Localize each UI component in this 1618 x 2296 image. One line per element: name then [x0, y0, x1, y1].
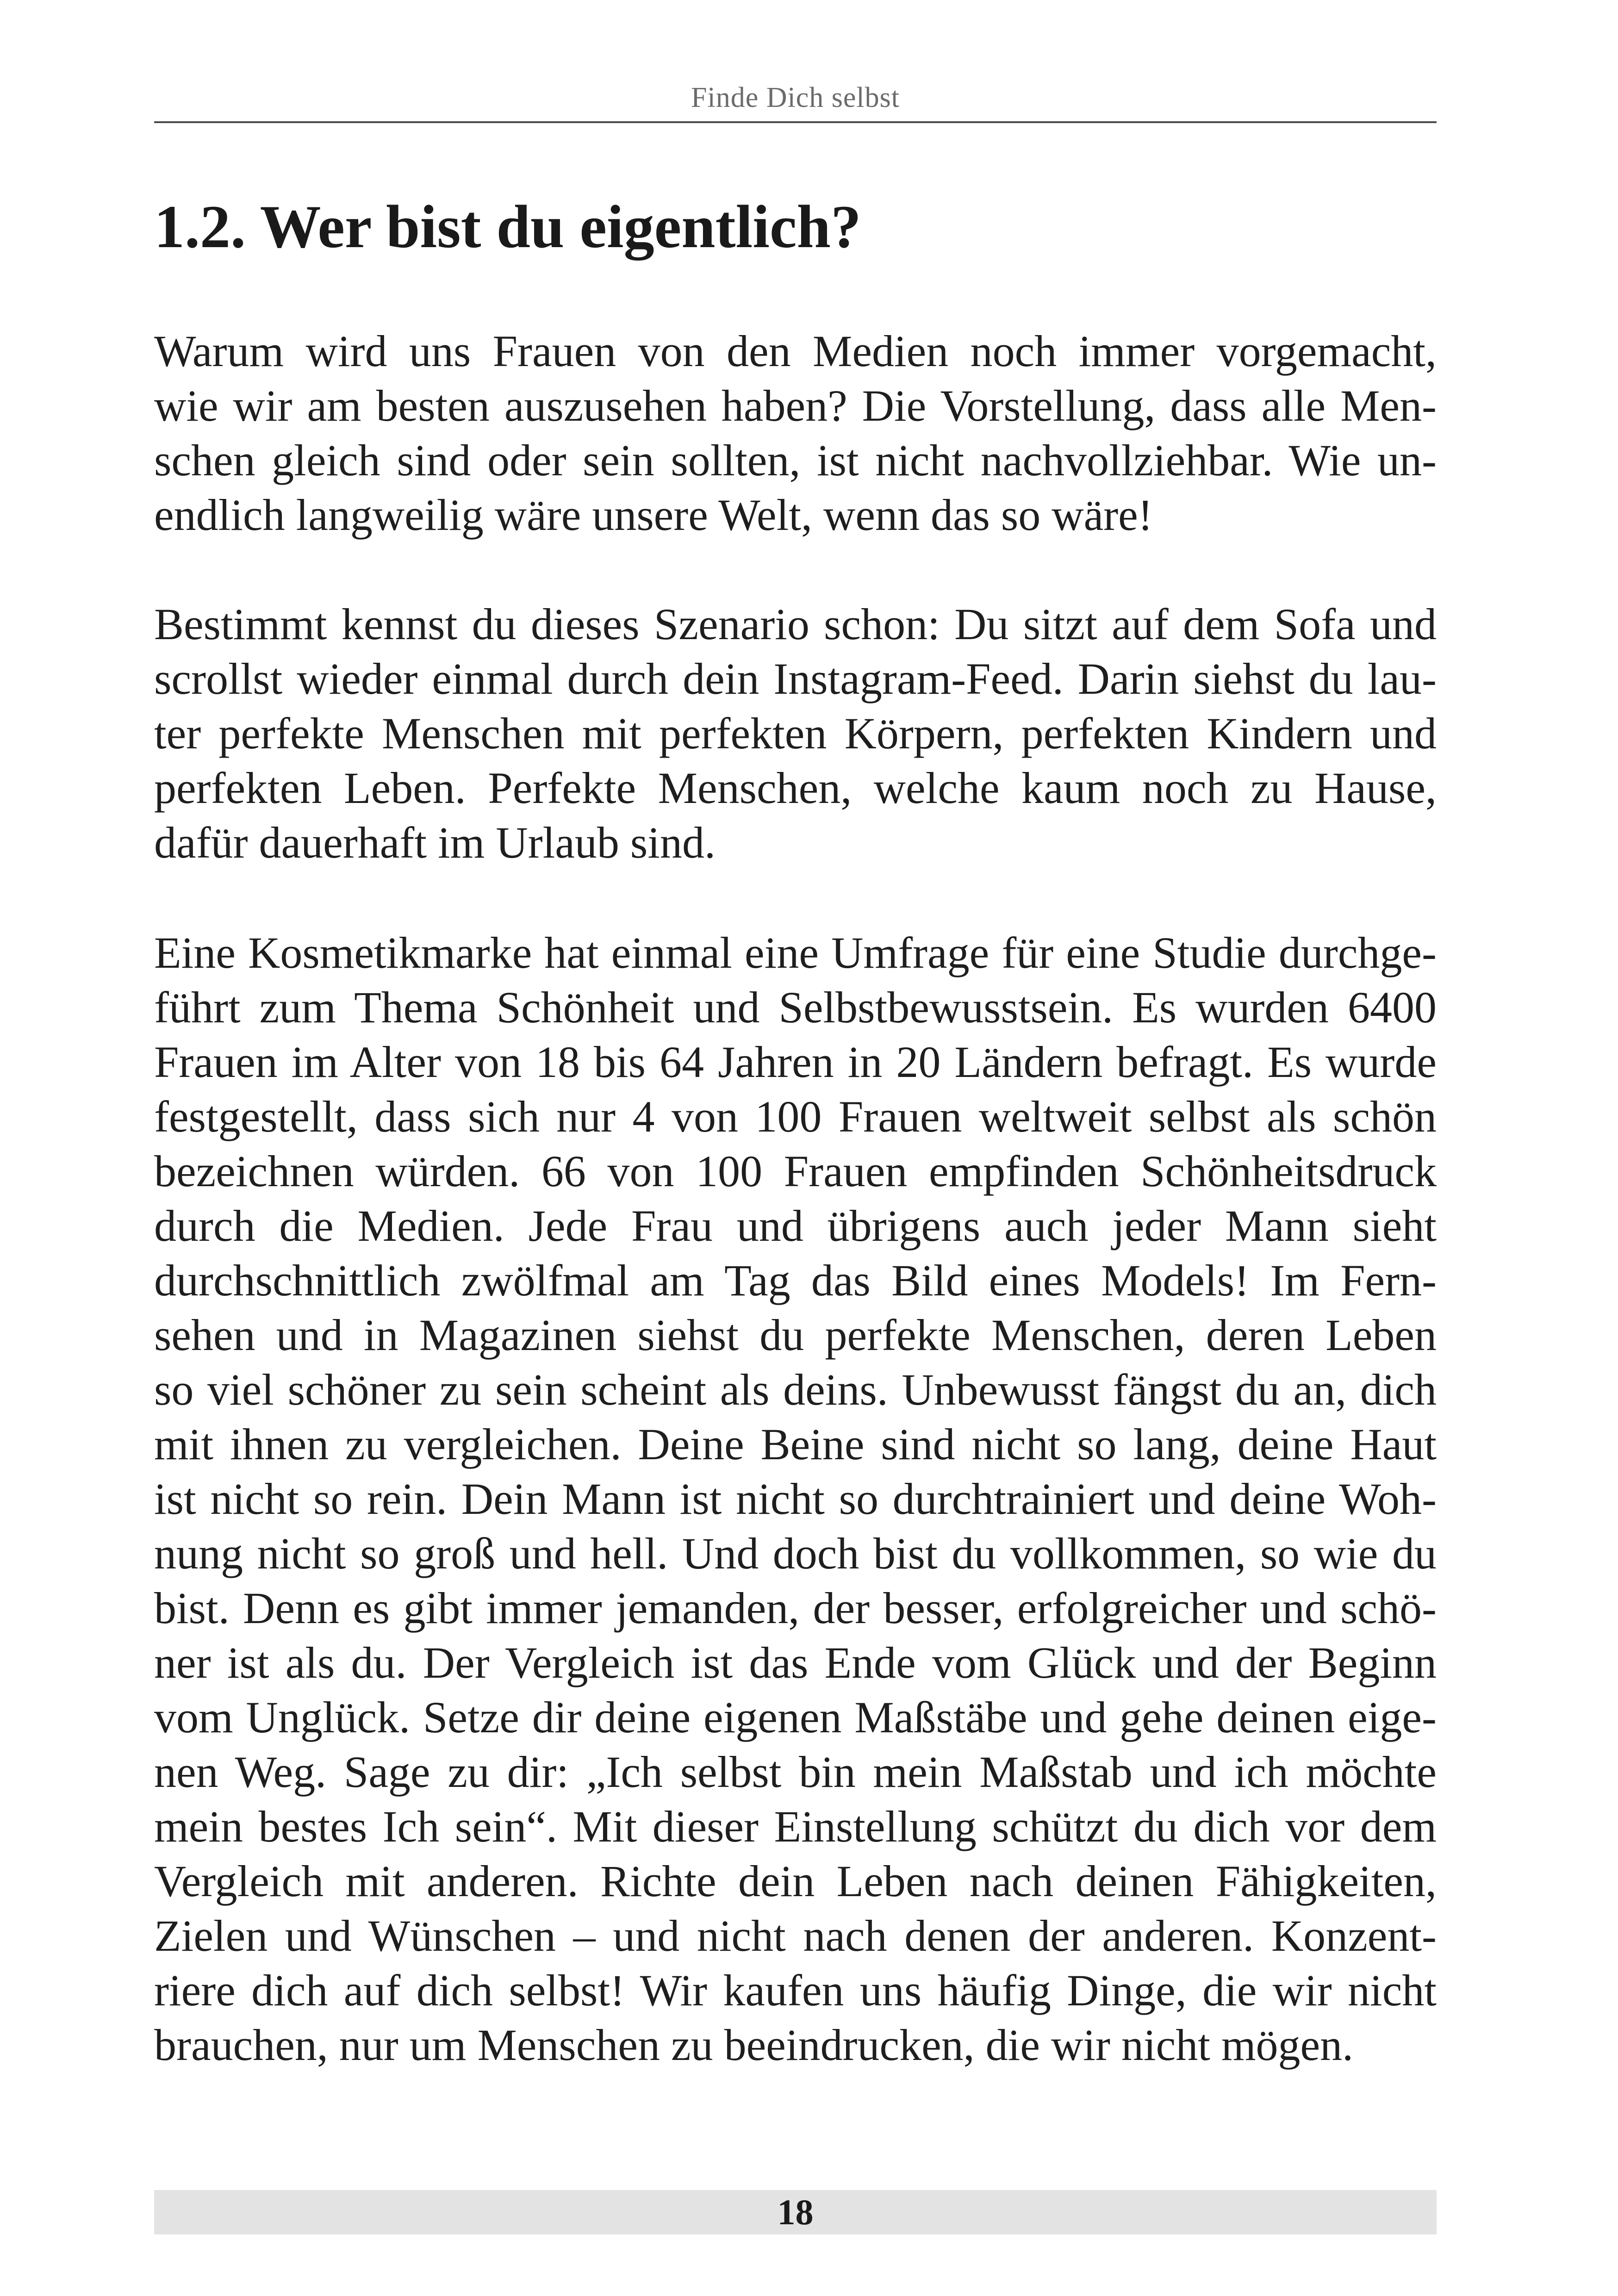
text-line: endlich langweilig wäre unsere Welt, wenn das so wäre! [154, 490, 1153, 540]
text-line: dafür dauerhaft im Urlaub sind. [154, 818, 716, 867]
text-line: Frauen im Alter von 18 bis 64 Jahren in 20 Ländern befragt. Es wurde [154, 1037, 1437, 1087]
text-line: mein bestes Ich sein“. Mit dieser Einstellung schützt du dich vor dem [154, 1802, 1437, 1851]
text-line: perfekten Leben. Perfekte Menschen, welche kaum noch zu Hause, [154, 763, 1437, 813]
text-line: scrollst wieder einmal durch dein Instagram-Feed. Darin siehst du lau- [154, 654, 1437, 703]
running-header: Finde Dich selbst [691, 82, 900, 113]
text-line: festgestellt, dass sich nur 4 von 100 Frauen weltweit selbst als schön [154, 1092, 1437, 1141]
text-line: führt zum Thema Schönheit und Selbstbewusstsein. Es wurden 6400 [154, 983, 1437, 1032]
text-line: so viel schöner zu sein scheint als deins. Unbewusst fängst du an, dich [154, 1365, 1437, 1414]
text-line: bist. Denn es gibt immer jemanden, der besser, erfolgreicher und schö- [154, 1583, 1437, 1633]
page-number: 18 [777, 2192, 814, 2232]
text-line: schen gleich sind oder sein sollten, ist nicht nachvollziehbar. Wie un- [154, 436, 1437, 485]
text-line: Eine Kosmetikmarke hat einmal eine Umfrage für eine Studie durchge- [154, 928, 1437, 977]
text-line: wie wir am besten auszusehen haben? Die Vorstellung, dass alle Men- [154, 381, 1437, 430]
paragraph-3 [154, 926, 1437, 2072]
text-line: Bestimmt kennst du dieses Szenario schon: Du sitzt auf dem Sofa und [154, 599, 1437, 649]
text-line: Warum wird uns Frauen von den Medien noch immer vorgemacht, [154, 326, 1437, 376]
text-line: brauchen, nur um Menschen zu beeindrucken, die wir nicht mögen. [154, 2020, 1354, 2070]
text-line: ter perfekte Menschen mit perfekten Körpern, perfekten Kindern und [154, 709, 1437, 758]
text-line: vom Unglück. Setze dir deine eigenen Maßstäbe und gehe deinen eige- [154, 1692, 1437, 1742]
text-line: ner ist als du. Der Vergleich ist das Ende vom Glück und der Beginn [154, 1638, 1437, 1687]
text-line: durch die Medien. Jede Frau und übrigens auch jeder Mann sieht [154, 1201, 1437, 1251]
text-line: nen Weg. Sage zu dir: „Ich selbst bin mein Maßstab und ich möchte [154, 1747, 1437, 1797]
text-line: bezeichnen würden. 66 von 100 Frauen empfinden Schönheitsdruck [154, 1146, 1437, 1196]
text-line: riere dich auf dich selbst! Wir kaufen uns häufig Dinge, die wir nicht [154, 1966, 1437, 2015]
text-line: sehen und in Magazinen siehst du perfekte Menschen, deren Leben [154, 1310, 1437, 1360]
text-line: Zielen und Wünschen – und nicht nach denen der anderen. Konzent- [154, 1911, 1437, 1960]
paragraph-1 [154, 324, 1437, 542]
text-line: Vergleich mit anderen. Richte dein Leben nach deinen Fähigkeiten, [154, 1856, 1437, 1906]
header-rule [154, 121, 1437, 123]
text-line: mit ihnen zu vergleichen. Deine Beine sind nicht so lang, deine Haut [154, 1419, 1437, 1469]
text-line: ist nicht so rein. Dein Mann ist nicht so durchtrainiert und deine Woh- [154, 1474, 1437, 1524]
chapter-title: 1.2. Wer bist du eigentlich? [154, 193, 861, 261]
paragraph-2 [154, 597, 1437, 870]
text-line: durchschnittlich zwölfmal am Tag das Bild eines Models! Im Fern- [154, 1256, 1437, 1305]
text-line: nung nicht so groß und hell. Und doch bist du vollkommen, so wie du [154, 1529, 1437, 1578]
